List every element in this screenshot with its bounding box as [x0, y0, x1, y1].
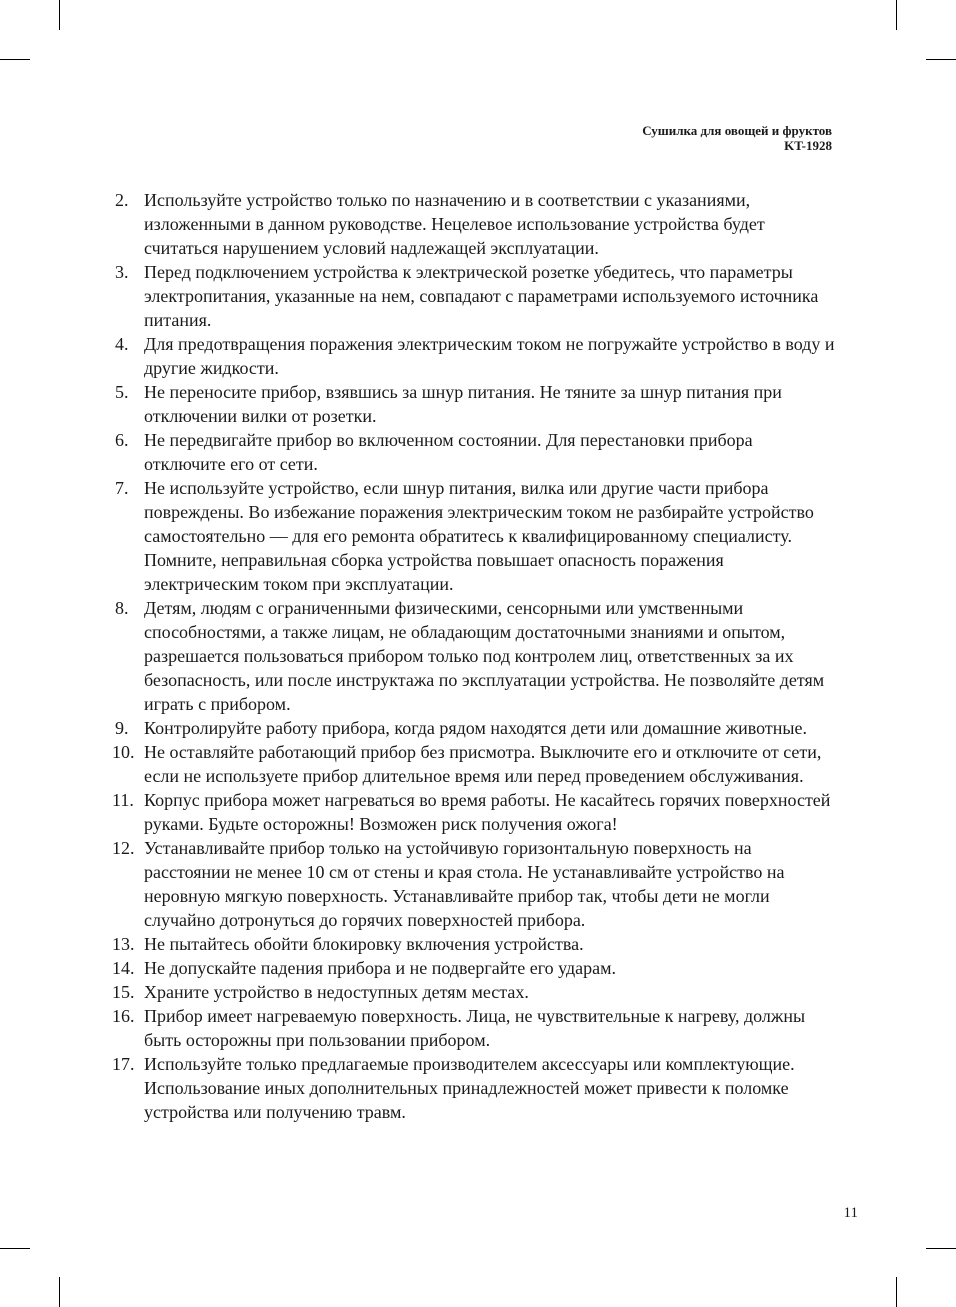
list-item-number: 2.	[115, 190, 129, 210]
list-item-text: Не пытайтесь обойти блокировку включения устройства.	[144, 934, 584, 954]
crop-mark-bottom-right-vertical	[896, 1277, 897, 1307]
list-item-text: Используйте устройство только по назначению и в соответствии с указаниями, изложенными в данном руководстве. Нецелевое использование устройства будет считаться нарушением условий надлежащей эксплуатации.	[144, 190, 765, 258]
list-item-text: Не передвигайте прибор во включенном состоянии. Для перестановки прибора отключите его от сети.	[144, 430, 753, 474]
list-item-number: 12.	[112, 838, 135, 858]
list-item	[112, 716, 838, 740]
list-item	[112, 740, 838, 788]
list-item	[112, 188, 838, 260]
list-item-number: 3.	[115, 262, 129, 282]
list-item-number: 16.	[112, 1006, 135, 1026]
list-item-number: 5.	[115, 382, 129, 402]
list-item	[112, 788, 838, 836]
list-item	[112, 836, 838, 932]
list-item-number: 17.	[112, 1054, 135, 1074]
list-item	[112, 980, 838, 1004]
page-number: 11	[843, 1205, 858, 1221]
list-item-text: Устанавливайте прибор только на устойчивую горизонтальную поверхность на расстоянии не менее 10 см от стены и края стола. Не устанавливайте устройство на неровную мягкую поверхность. Устанавливайте прибор так, чтобы дети не могли случайно дотронуться до горячих поверхностей прибора.	[144, 838, 785, 930]
list-item-text: Используйте только предлагаемые производителем аксессуары или комплектующие. Использование иных дополнительных принадлежностей может привести к поломке устройства или получению травм.	[144, 1054, 795, 1122]
list-item-number: 14.	[112, 958, 135, 978]
crop-mark-top-right-horizontal	[926, 59, 956, 60]
list-item-text: Не допускайте падения прибора и не подвергайте его ударам.	[144, 958, 617, 978]
list-item-text: Для предотвращения поражения электрическим током не погружайте устройство в воду и другие жидкости.	[144, 334, 835, 378]
list-item-text: Храните устройство в недоступных детям местах.	[144, 982, 529, 1002]
list-item-text: Не оставляйте работающий прибор без присмотра. Выключите его и отключите от сети, если не используете прибор длительное время или перед проведением обслуживания.	[144, 742, 822, 786]
list-item-text: Контролируйте работу прибора, когда рядом находятся дети или домашние животные.	[144, 718, 807, 738]
list-item	[112, 596, 838, 716]
list-item-number: 4.	[115, 334, 129, 354]
list-item-text: Детям, людям с ограниченными физическими, сенсорными или умственными способностями, а также лицам, не обладающим достаточными знаниями и опытом, разрешается пользоваться прибором только под контролем лиц, ответственных за их безопасность, или после инструктажа по эксплуатации устройства. Не позволяйте детям играть с прибором.	[144, 598, 825, 714]
list-item	[112, 956, 838, 980]
crop-mark-bottom-right-horizontal	[926, 1248, 956, 1249]
list-item	[112, 476, 838, 596]
list-item	[112, 1004, 838, 1052]
list-item	[112, 1052, 838, 1124]
list-item-number: 15.	[112, 982, 135, 1002]
crop-mark-bottom-left-vertical	[59, 1277, 60, 1307]
list-item-text: Прибор имеет нагреваемую поверхность. Лица, не чувствительные к нагреву, должны быть осторожны при пользовании прибором.	[144, 1006, 806, 1050]
list-item-number: 11.	[112, 790, 134, 810]
crop-mark-top-left-vertical	[59, 0, 60, 30]
list-item	[112, 332, 838, 380]
safety-instructions-list	[112, 188, 838, 1124]
list-item-number: 13.	[112, 934, 135, 954]
list-item-number: 8.	[115, 598, 129, 618]
list-item	[112, 380, 838, 428]
list-item	[112, 260, 838, 332]
list-item-number: 6.	[115, 430, 129, 450]
list-item-text: Не используйте устройство, если шнур питания, вилка или другие части прибора повреждены. Во избежание поражения электрическим током не разбирайте устройство самостоятельно — для его ремонта обратитесь к квалифицированному специалисту. Помните, неправильная сборка устройства повышает опасность поражения электрическим током при эксплуатации.	[144, 478, 814, 594]
list-item-number: 7.	[115, 478, 129, 498]
crop-mark-bottom-left-horizontal	[0, 1248, 30, 1249]
crop-mark-top-right-vertical	[896, 0, 897, 30]
header-model: KT-1928	[784, 138, 832, 153]
list-item-text: Не переносите прибор, взявшись за шнур питания. Не тяните за шнур питания при отключении вилки от розетки.	[144, 382, 782, 426]
list-item-text: Перед подключением устройства к электрической розетке убедитесь, что параметры электропитания, указанные на нем, совпадают с параметрами используемого источника питания.	[144, 262, 819, 330]
list-item	[112, 428, 838, 476]
list-item-number: 9.	[115, 718, 129, 738]
list-item-number: 10.	[112, 742, 135, 762]
list-item	[112, 932, 838, 956]
list-item-text: Корпус прибора может нагреваться во время работы. Не касайтесь горячих поверхностей руками. Будьте осторожны! Возможен риск получения ожога!	[144, 790, 831, 834]
header-title: Сушилка для овощей и фруктов	[642, 123, 832, 138]
running-header	[642, 123, 832, 153]
crop-mark-top-left-horizontal	[0, 59, 30, 60]
